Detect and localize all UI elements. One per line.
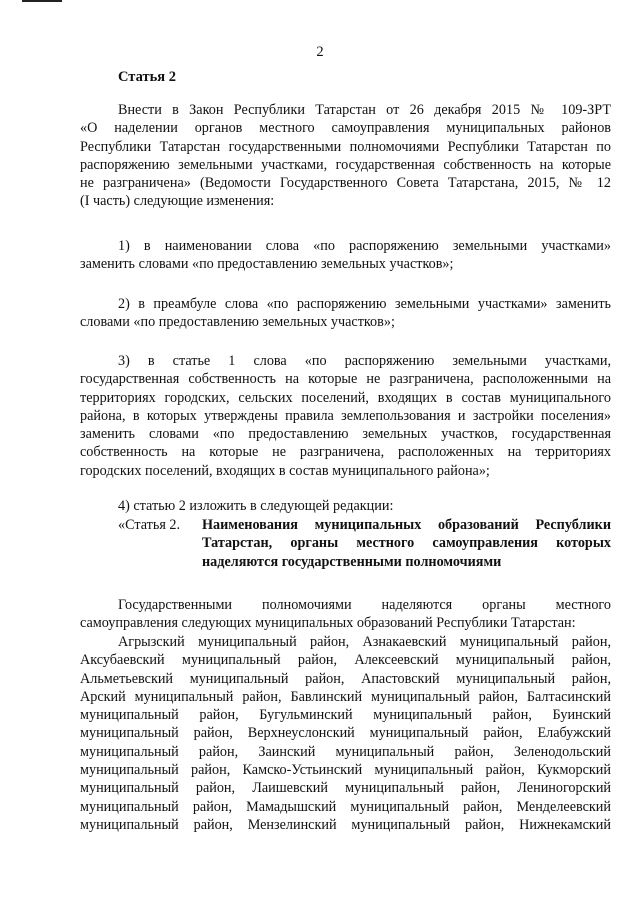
- title-line: Татарстан, органы местного самоуправления которых: [202, 535, 611, 552]
- quoted-article-title: [202, 516, 611, 571]
- text-line: Аксубаевский муниципальный район, Алексеевский муниципальный район,: [80, 652, 611, 669]
- quoted-article-number: «Статья 2.: [118, 517, 181, 533]
- text-line: 1) в наименовании слова «по распоряжению земельными участками»: [118, 238, 611, 254]
- text-line: Государственными полномочиями наделяются органы местного: [118, 597, 611, 613]
- text-line: Республики Татарстан государственными полномочиями Республики Татарстан по: [80, 138, 611, 155]
- text-line: словами «по предоставлению земельных участков»;: [80, 314, 395, 331]
- authority-paragraph: [80, 596, 611, 633]
- text-line: муниципальный район, Лаишевский муниципальный район, Лениногорский: [80, 780, 611, 797]
- title-line: Наименования муниципальных образований Республики: [202, 517, 611, 533]
- page-number: 2: [316, 44, 324, 60]
- text-line: Альметьевский муниципальный район, Апастовский муниципальный район,: [80, 670, 611, 687]
- item-4-paragraph: [80, 497, 611, 515]
- text-line: района, в которых утверждены правила землепользования и застройки поселения»: [80, 407, 611, 424]
- text-line: самоуправления следующих муниципальных образований Республики Татарстан:: [80, 615, 576, 632]
- text-line: собственность на которые не разграничена, расположенных на территориях: [80, 444, 611, 461]
- item-2-paragraph: [80, 295, 611, 332]
- text-line: не разграничена» (Ведомости Государственного Совета Татарстана, 2015, № 12: [80, 175, 611, 192]
- text-line: Агрызский муниципальный район, Азнакаевский муниципальный район,: [118, 634, 611, 650]
- text-line: муниципальный район, Верхнеуслонский муниципальный район, Елабужский: [80, 725, 611, 742]
- title-line: наделяются государственными полномочиями: [202, 553, 502, 570]
- text-line: 3) в статье 1 слова «по распоряжению земельными участками,: [118, 353, 611, 369]
- text-line: муниципальный район, Мензелинский муниципальный район, Нижнекамский: [80, 816, 611, 833]
- text-line: муниципальный район, Бугульминский муниципальный район, Буинский: [80, 707, 611, 724]
- intro-paragraph: [80, 101, 611, 211]
- text-line: распоряжению земельными участками, государственная собственность на которые: [80, 156, 611, 173]
- text-line: Арский муниципальный район, Бавлинский муниципальный район, Балтасинский: [80, 688, 611, 705]
- text-line: заменить словами «по предоставлению земельных участков»;: [80, 256, 454, 273]
- districts-paragraph: [80, 633, 611, 834]
- item-1-paragraph: [80, 237, 611, 274]
- text-line: (I часть) следующие изменения:: [80, 193, 275, 210]
- text-line: 2) в преамбуле слова «по распоряжению земельными участками» заменить: [118, 296, 611, 312]
- text-line: муниципальный район, Заинский муниципальный район, Зеленодольский: [80, 743, 611, 760]
- text-line: муниципальный район, Мамадышский муниципальный район, Менделеевский: [80, 798, 611, 815]
- text-line: муниципальный район, Камско-Устьинский муниципальный район, Кукморский: [80, 762, 611, 779]
- text-line: территориях городских, сельских поселений, входящих в состав муниципального: [80, 389, 611, 406]
- item-3-paragraph: [80, 352, 611, 480]
- article-heading: Статья 2: [118, 69, 176, 85]
- text-line: Внести в Закон Республики Татарстан от 26 декабря 2015 № 109-ЗРТ: [118, 102, 611, 118]
- text-line: государственная собственность на которые не разграничена, расположенными на: [80, 371, 611, 388]
- text-line: заменить словами «по предоставлению земельных участков, государственная: [80, 426, 611, 443]
- text-line: городских поселений, входящих в состав муниципального района»;: [80, 462, 490, 479]
- text-line: «О наделении органов местного самоуправления муниципальных районов: [80, 120, 611, 137]
- scan-corner-mark: [22, 0, 62, 2]
- text-line: 4) статью 2 изложить в следующей редакции:: [118, 498, 394, 514]
